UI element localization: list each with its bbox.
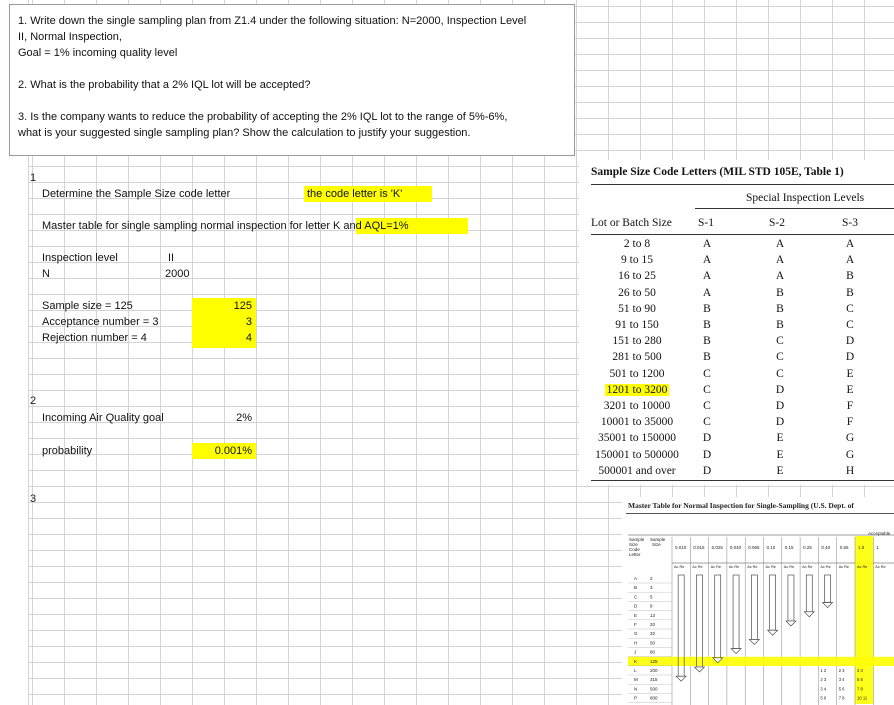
code-cell-s2: A <box>775 270 785 283</box>
aql-column-label: 0.015 <box>693 545 705 550</box>
master-table-grid <box>622 497 894 705</box>
code-cell-s3: B <box>846 286 854 299</box>
code-cell-s1: D <box>702 464 712 477</box>
code-cell-s3: G <box>845 432 855 445</box>
code-table-row <box>579 287 894 303</box>
ac-re-value: 3 4 <box>820 686 827 692</box>
code-cell-s1: A <box>702 238 712 250</box>
table-rule-top <box>591 184 894 185</box>
col-code-label-4: Letter <box>629 552 641 557</box>
sample-size-label[interactable]: Sample size = 125 <box>42 300 133 312</box>
special-levels-header: Special Inspection Levels <box>746 192 865 204</box>
code-table-row <box>579 368 894 384</box>
code-table-row <box>579 254 894 270</box>
master-table-label[interactable] <box>42 220 409 232</box>
down-arrow-shaft <box>770 575 776 630</box>
code-table-row <box>579 335 894 351</box>
code-cell-s1: C <box>703 383 711 396</box>
determine-code-letter-label[interactable]: Determine the Sample Size code letter <box>42 188 231 200</box>
sample-size-row-label: 32 <box>650 631 656 637</box>
code-letter-row-label: L <box>634 668 637 673</box>
col-code-label-2: Size <box>629 542 638 547</box>
sample-size-row-label: 125 <box>650 658 658 664</box>
code-cell-lot: 281 to 500 <box>612 351 662 364</box>
col-sample-label-1: Sample <box>650 537 666 542</box>
master-table-image[interactable] <box>622 497 894 705</box>
code-cell-s3: C <box>846 319 854 331</box>
code-cell-s2: B <box>776 319 784 331</box>
code-letter-row-label: N <box>634 686 638 692</box>
ac-re-value: 5 6 <box>838 686 845 692</box>
code-cell-s3: D <box>845 351 855 364</box>
ac-re-value: 5 6 <box>820 695 827 701</box>
code-cell-lot: 2 to 8 <box>623 238 651 250</box>
code-cell-lot: 51 to 90 <box>618 302 656 315</box>
code-table-row <box>579 351 894 367</box>
code-cell-s1: A <box>702 270 712 283</box>
down-arrow-head <box>749 639 759 644</box>
code-cell-lot: 150001 to 500000 <box>595 448 679 461</box>
down-arrow-head <box>731 649 741 654</box>
aql-column-label: 0.15 <box>784 545 794 550</box>
code-cell-s3: A <box>845 254 855 267</box>
col-code-label-3: Code <box>629 547 640 552</box>
q1-line2: II, Normal Inspection, <box>18 31 122 43</box>
sample-size-row-label: 5 <box>650 594 653 600</box>
col-code-label-1: Sample <box>629 537 645 542</box>
code-table-row <box>579 270 894 286</box>
code-cell-lot: 16 to 25 <box>618 270 656 283</box>
q1-line3: Goal = 1% incoming quality level <box>18 47 178 59</box>
ac-re-label: Ac Re <box>728 565 740 569</box>
code-cell-s3: B <box>846 270 854 283</box>
q3-line2: what is your suggested single sampling plan? Show the calculation to justify your suggestion. <box>18 127 471 139</box>
code-cell-lot: 91 to 150 <box>615 319 659 331</box>
code-cell-s1: D <box>702 448 712 461</box>
ac-re-value: 3 4 <box>857 668 863 673</box>
code-cell-lot: 10001 to 35000 <box>600 416 674 429</box>
code-cell-s2: C <box>776 351 784 364</box>
rejection-number-label[interactable]: Rejection number = 4 <box>42 332 147 344</box>
code-cell-s2: E <box>776 432 784 445</box>
ac-re-value: 10 11 <box>857 695 868 701</box>
code-cell-s2: C <box>776 367 784 380</box>
row-label-3: 3 <box>30 493 37 505</box>
sample-size-row-label: 315 <box>650 677 658 683</box>
code-cell-s2: C <box>776 335 784 348</box>
rejection-number-value[interactable]: 4 <box>245 332 252 344</box>
code-table-title: Sample Size Code Letters (MIL STD 105E, Table 1) <box>591 166 844 178</box>
down-arrow-head <box>768 630 778 635</box>
code-cell-s2: E <box>776 448 784 461</box>
code-cell-s2: D <box>775 400 785 412</box>
code-table-row <box>579 465 894 481</box>
master-table-title: Master Table for Normal Inspection for Single-Sampling (U.S. Dept. of <box>628 501 854 510</box>
code-cell-lot: 151 to 280 <box>612 335 662 348</box>
code-table-row <box>579 319 894 335</box>
aql-column-label: 0.010 <box>675 545 687 550</box>
code-cell-s3: A <box>845 238 855 250</box>
sample-size-row-label: 50 <box>650 640 656 646</box>
code-cell-s2: D <box>775 383 785 396</box>
code-letter-row-label: J <box>634 649 637 655</box>
code-letter-row-label: F <box>634 622 637 627</box>
master-table-label-b: ter K and AQL=1% <box>317 220 409 232</box>
sample-size-row-label: 8 <box>650 603 653 609</box>
acceptance-number-value[interactable]: 3 <box>245 316 252 328</box>
code-cell-lot: 501 to 1200 <box>609 367 665 380</box>
ac-re-value: 1 2 <box>820 668 827 673</box>
code-cell-s2: B <box>776 286 784 299</box>
down-arrow-shaft <box>715 575 721 658</box>
col-s2: S-2 <box>769 217 785 229</box>
code-cell-s3: F <box>846 416 854 429</box>
table-rule-bottom <box>591 480 894 481</box>
code-cell-s1: A <box>702 254 712 267</box>
code-cell-s1: B <box>703 319 711 331</box>
aql-column-label: 0.040 <box>729 545 742 550</box>
aql-column-label: 1.0 <box>858 545 865 550</box>
table-rule-sub <box>695 208 894 209</box>
code-cell-s1: C <box>703 400 711 412</box>
q3-line1: 3. Is the company wants to reduce the probability of accepting the 2% IQL lot to the range of 5%-6%, <box>18 111 508 123</box>
code-cell-s2: B <box>776 302 784 315</box>
code-letter-row-label: K <box>634 658 638 664</box>
code-cell-s3: F <box>846 400 854 412</box>
sample-size-row-label: 80 <box>650 649 656 655</box>
aql-column-label: 0.065 <box>748 545 760 550</box>
code-cell-s3: E <box>846 367 854 380</box>
ac-re-label: Ac Re <box>783 565 795 569</box>
ac-re-value: 2 3 <box>820 677 827 683</box>
code-cell-lot: 3201 to 10000 <box>603 400 671 412</box>
ac-re-label: Ac Re <box>802 565 813 569</box>
code-letter-row-label: A <box>634 576 638 581</box>
code-cell-s1: C <box>703 416 711 429</box>
q2-text: 2. What is the probability that a 2% IQL lot will be accepted? <box>18 79 311 91</box>
sample-size-row-label: 13 <box>650 612 656 618</box>
code-table-row <box>579 238 894 254</box>
code-cell-s3: C <box>846 302 854 315</box>
ac-re-label: Ac Re <box>838 565 850 569</box>
sample-size-row-label: 800 <box>650 695 658 701</box>
ac-re-value: 7 8 <box>838 695 845 701</box>
highlight-k-row <box>628 657 894 666</box>
code-letter-row-label: H <box>634 640 638 646</box>
ac-re-label: Ac Re <box>692 565 703 569</box>
code-cell-lot <box>589 384 685 396</box>
code-cell-s3: G <box>845 448 855 461</box>
aql-column-label: 0.10 <box>766 545 776 550</box>
down-arrow-shaft <box>806 575 812 612</box>
code-cell-lot: 9 to 15 <box>621 254 653 267</box>
ac-re-label: Ac Re <box>820 565 831 569</box>
col-sample-label-2: Size <box>652 542 661 547</box>
inspection-level-value[interactable]: II <box>168 252 175 264</box>
ac-re-label: Ac Re <box>857 565 868 569</box>
n-value[interactable]: 2000 <box>165 268 190 280</box>
down-arrow-shaft <box>788 575 794 621</box>
sample-size-value[interactable]: 125 <box>233 300 252 312</box>
code-cell-s3: H <box>845 464 855 477</box>
n-label[interactable]: N <box>42 268 50 280</box>
acceptable-label: Acceptable <box>868 531 891 536</box>
down-arrow-shaft <box>751 575 757 639</box>
code-letter-row-label: B <box>634 585 638 591</box>
ac-re-value: 7 8 <box>857 686 863 692</box>
code-cell-s2: A <box>775 238 785 250</box>
code-letter-row-label: M <box>634 677 638 683</box>
probability-value[interactable]: 0.001% <box>214 445 252 457</box>
question-text-box[interactable] <box>9 4 575 156</box>
code-letter-row-label: G <box>634 631 638 637</box>
code-table-row <box>579 432 894 448</box>
down-arrow-head <box>823 603 833 608</box>
table-rule-header <box>591 234 894 235</box>
sample-size-row-label: 500 <box>650 686 658 692</box>
ac-re-label: Ac Re <box>674 565 685 569</box>
code-table-row <box>579 384 894 400</box>
inspection-level-label[interactable]: Inspection level <box>42 252 118 264</box>
code-cell-s1: B <box>703 335 711 348</box>
code-letter-table-image[interactable] <box>579 160 894 485</box>
ac-re-label: Ac Re <box>875 565 886 569</box>
code-letter-row-label: E <box>634 612 638 618</box>
code-cell-s2: D <box>775 416 785 429</box>
col-s1: S-1 <box>698 217 714 229</box>
code-letter-row-label: D <box>634 603 638 609</box>
down-arrow-head <box>786 621 796 626</box>
down-arrow-head <box>804 612 814 617</box>
aql-column-label: 0.40 <box>821 545 831 550</box>
q1-line1: 1. Write down the single sampling plan from Z1.4 under the following situation: N=2000, Inspection Level <box>18 15 527 27</box>
code-letter-note[interactable]: the code letter is 'K' <box>307 188 403 200</box>
row-label-2: 2 <box>30 395 37 407</box>
code-cell-s1: A <box>702 286 712 299</box>
sample-size-row-label: 20 <box>650 622 656 627</box>
code-cell-s1: B <box>703 302 711 315</box>
down-arrow-head <box>676 676 686 681</box>
master-table-label-a: Master table for single sampling normal inspection for let <box>42 220 318 232</box>
sample-size-row-label: 2 <box>650 576 653 581</box>
code-cell-s2: A <box>775 254 785 267</box>
code-cell-s2: E <box>776 464 784 477</box>
code-cell-s1: C <box>703 367 711 380</box>
down-arrow-shaft <box>825 575 831 603</box>
down-arrow-shaft <box>696 575 702 667</box>
aql-column-label: 0.025 <box>711 545 723 550</box>
code-cell-lot: 500001 and over <box>598 464 676 477</box>
code-cell-s3: E <box>846 383 854 396</box>
code-cell-s1: D <box>702 432 712 445</box>
ac-re-label: Ac Re <box>747 565 758 569</box>
aql-column-label: 0.65 <box>839 545 849 550</box>
code-table-row <box>579 303 894 319</box>
code-table-row <box>579 416 894 432</box>
col-lot-size: Lot or Batch Size <box>591 217 672 229</box>
code-cell-s1: B <box>703 351 711 364</box>
highlighted-lot-size: 1201 to 3200 <box>606 383 668 396</box>
ac-re-label: Ac Re <box>710 565 721 569</box>
sample-size-row-label: 200 <box>650 668 658 673</box>
sample-size-row-label: 3 <box>650 585 653 591</box>
ac-re-value: 3 4 <box>838 677 845 683</box>
aql-column-label: 1 <box>876 545 879 550</box>
down-arrow-shaft <box>733 575 739 649</box>
code-cell-s3: D <box>845 335 855 348</box>
ac-re-value: 5 6 <box>857 677 863 683</box>
aql-column-label: 0.25 <box>803 545 812 550</box>
code-table-row <box>579 400 894 416</box>
down-arrow-head <box>694 667 704 672</box>
code-letter-row-label: C <box>634 594 638 600</box>
code-table-row <box>579 449 894 465</box>
code-cell-lot: 35001 to 150000 <box>598 432 676 445</box>
row-label-1: 1 <box>30 172 37 184</box>
quality-goal-label[interactable]: Incoming Air Quality goal <box>42 412 164 424</box>
quality-goal-value[interactable]: 2% <box>236 412 252 424</box>
ac-re-value: 2 3 <box>838 668 845 673</box>
code-letter-row-label: P <box>634 695 638 701</box>
col-s3: S-3 <box>842 217 858 229</box>
ac-re-label: Ac Re <box>765 565 776 569</box>
probability-label[interactable]: probability <box>42 445 93 457</box>
acceptance-number-label[interactable]: Acceptance number = 3 <box>42 316 159 328</box>
code-cell-lot: 26 to 50 <box>618 286 656 299</box>
